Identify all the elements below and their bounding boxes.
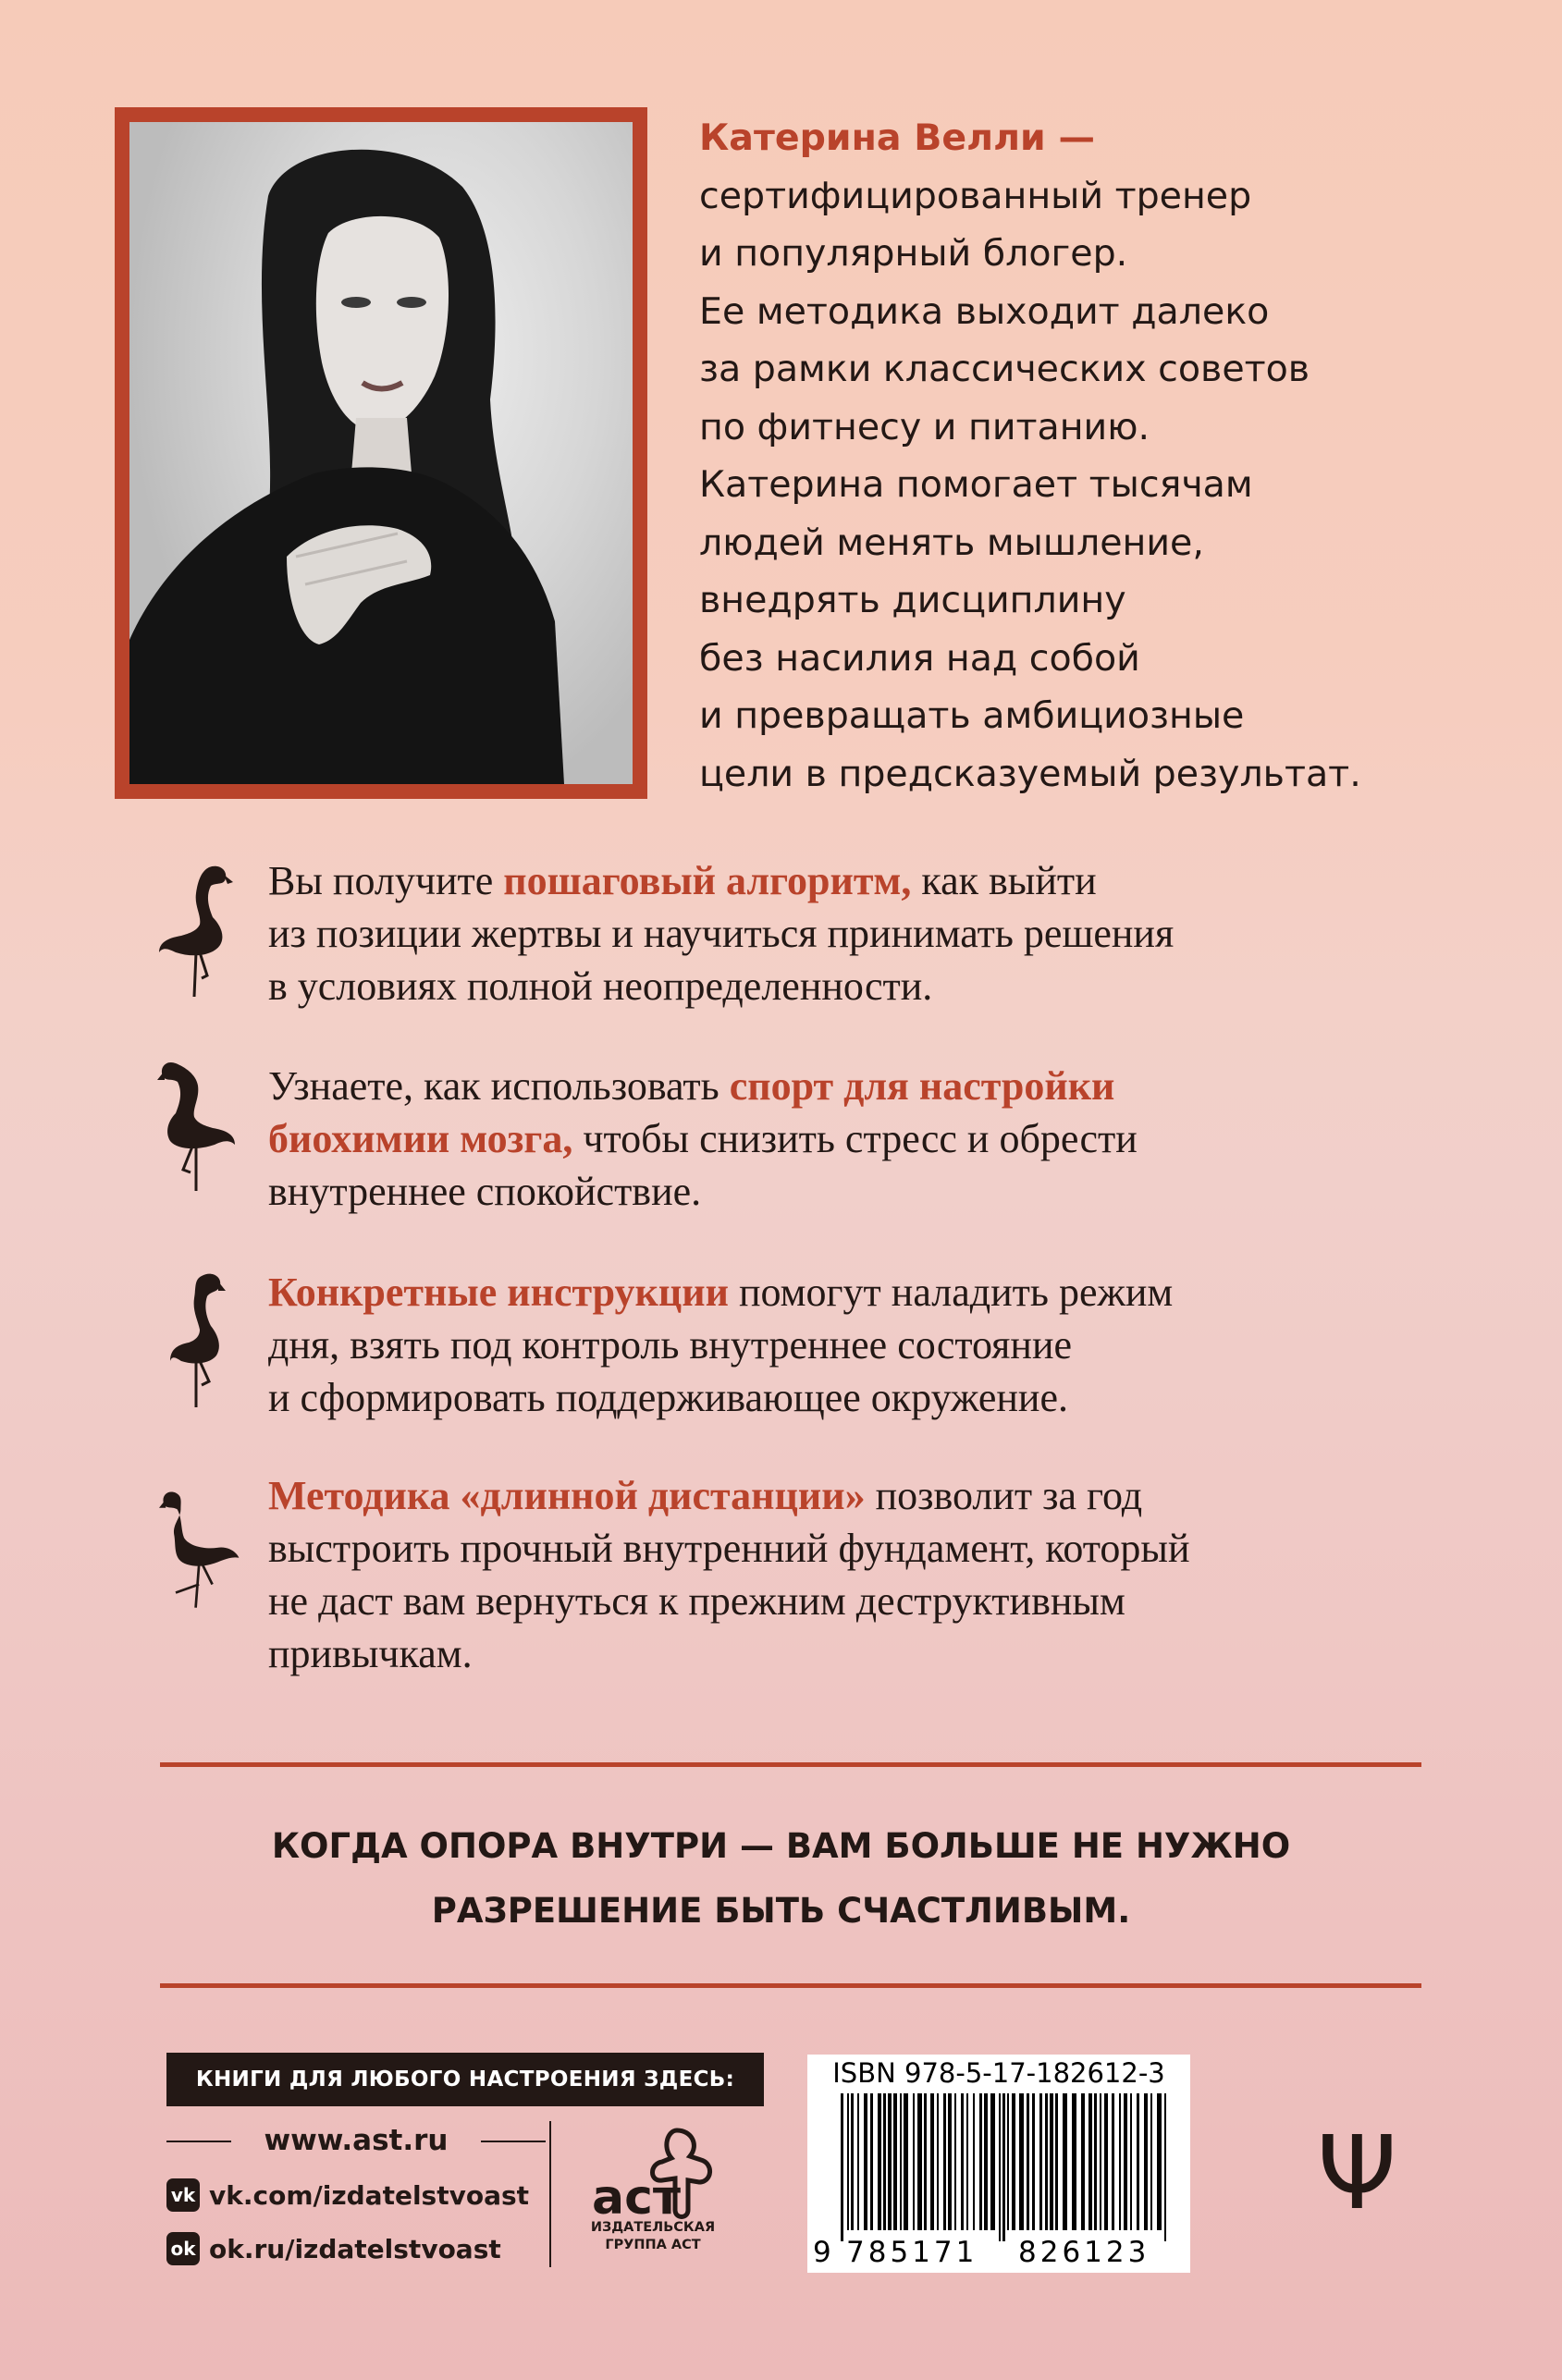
feature-text: дня, взять под контроль внутреннее состояние: [268, 1322, 1073, 1368]
barcode-bar: [973, 2093, 975, 2230]
feature-text: в условиях полной неопределенности.: [268, 963, 933, 1009]
bio-line: внедрять дисциплину: [699, 579, 1126, 621]
barcode-bar: [900, 2093, 902, 2230]
barcode-bar: [1144, 2093, 1148, 2230]
feature-highlight: спорт для настройки: [729, 1063, 1115, 1109]
barcode-bar: [1050, 2093, 1053, 2230]
author-photo: [129, 122, 633, 784]
vk-icon: vk: [166, 2178, 200, 2212]
barcode-bar: [1039, 2093, 1042, 2230]
barcode-bar: [904, 2093, 908, 2230]
bio-line: и популярный блогер.: [699, 232, 1128, 275]
isbn-barcode: [807, 2055, 1190, 2273]
barcode-bar: [1164, 2093, 1166, 2241]
publisher-line-2: ГРУППА АСТ: [605, 2238, 701, 2252]
ast-logo-text: аст: [592, 2170, 682, 2226]
slogan-line-1: КОГДА ОПОРА ВНУТРИ — ВАМ БОЛЬШЕ НЕ НУЖНО: [271, 1826, 1291, 1866]
feature-text: не даст вам вернуться к прежним деструктивным: [268, 1578, 1125, 1624]
barcode-bars: [817, 2093, 1181, 2241]
bio-line: Катерина помогает тысячам: [699, 463, 1253, 506]
slogan: [0, 1814, 1562, 1944]
author-portrait-illustration: [129, 122, 633, 784]
barcode-bar: [1002, 2093, 1005, 2241]
divider-top: [160, 1762, 1421, 1767]
barcode-bar: [1081, 2093, 1085, 2230]
feature-highlight: пошаговый алгоритм,: [503, 858, 912, 903]
barcode-digit-prefix: 9: [813, 2236, 831, 2269]
barcode-bar: [924, 2093, 927, 2230]
barcode-bar: [1072, 2093, 1076, 2230]
barcode-bar: [851, 2093, 854, 2230]
feature-text: выстроить прочный внутренний фундамент, который: [268, 1526, 1190, 1571]
ok-icon: ok: [166, 2232, 200, 2265]
vk-link-text[interactable]: vk.com/izdatelstvoast: [209, 2180, 530, 2211]
flamingo-icon: [155, 860, 239, 999]
bio-line: сертифицированный тренер: [699, 174, 1252, 217]
barcode-bar: [1130, 2093, 1132, 2230]
barcode-bar: [913, 2093, 915, 2230]
feature-highlight: Конкретные инструкции: [268, 1270, 729, 1315]
barcode-bar: [961, 2093, 964, 2230]
barcode-bar: [917, 2093, 922, 2230]
barcode-bar: [1027, 2093, 1029, 2230]
isbn-number: ISBN 978-5-17-182612-3: [832, 2057, 1165, 2089]
flamingo-icon: [155, 1054, 239, 1193]
barcode-bar: [878, 2093, 881, 2230]
barcode-bar: [930, 2093, 934, 2230]
barcode-bar: [1094, 2093, 1097, 2230]
author-name: Катерина Велли —: [699, 117, 1095, 159]
site-dash-left: [166, 2141, 231, 2142]
barcode-bar: [984, 2093, 988, 2230]
bio-line: по фитнесу и питанию.: [699, 405, 1150, 448]
site-dash-right: [481, 2141, 546, 2142]
feature-text: и сформировать поддерживающее окружение.: [268, 1375, 1068, 1420]
feature-text: чтобы снизить стресс и обрести: [572, 1116, 1138, 1161]
barcode-bar: [864, 2093, 867, 2230]
barcode-bar: [1124, 2093, 1127, 2230]
barcode-bar: [1055, 2093, 1058, 2230]
feature-text: позволит за год: [865, 1473, 1143, 1518]
publisher-name: [560, 2219, 745, 2254]
slogan-line-2: РАЗРЕШЕНИЕ БЫТЬ СЧАСТЛИВЫМ.: [431, 1891, 1131, 1931]
barcode-digits-left: 785171: [846, 2236, 978, 2269]
flamingo-icon: [159, 1478, 242, 1616]
barcode-bar: [841, 2093, 843, 2241]
barcode-bar: [1157, 2093, 1162, 2230]
barcode-bar: [1119, 2093, 1121, 2230]
barcode-bar: [1088, 2093, 1092, 2230]
ok-link-text[interactable]: ok.ru/izdatelstvoast: [209, 2234, 501, 2264]
barcode-bar: [948, 2093, 952, 2230]
barcode-bar: [1063, 2093, 1067, 2230]
feature-text: из позиции жертвы и научиться принимать решения: [268, 911, 1175, 956]
bio-line: без насилия над собой: [699, 636, 1140, 680]
barcode-digits-right: 826123: [1018, 2236, 1150, 2269]
feature-4: [268, 1469, 1470, 1680]
barcode-bar: [1137, 2093, 1139, 2230]
barcode-bar: [1012, 2093, 1015, 2230]
barcode-bar: [1019, 2093, 1024, 2230]
barcode-bar: [990, 2093, 995, 2230]
feature-1: [268, 854, 1470, 1012]
divider-bottom: [160, 1983, 1421, 1988]
bio-line: людей менять мышление,: [699, 521, 1204, 564]
ok-link[interactable]: [166, 2227, 555, 2273]
barcode-bar: [999, 2093, 1001, 2241]
barcode-bar: [966, 2093, 968, 2230]
author-bio: [699, 109, 1531, 803]
barcode-bar: [893, 2093, 897, 2230]
barcode-bar: [943, 2093, 946, 2230]
barcode-bar: [979, 2093, 982, 2230]
barcode-bar: [870, 2093, 873, 2230]
feature-text: внутреннее спокойствие.: [268, 1169, 702, 1214]
feature-highlight: Методика «длинной дистанции»: [268, 1473, 866, 1518]
barcode-bar: [1104, 2093, 1108, 2230]
barcode-bar: [1100, 2093, 1101, 2230]
author-photo-frame: [115, 107, 647, 799]
feature-text: как выйти: [911, 858, 1097, 903]
bio-line: цели в предсказуемый результат.: [699, 752, 1361, 795]
feature-3: [268, 1266, 1470, 1424]
bio-line: за рамки классических советов: [699, 348, 1310, 390]
barcode-bar: [883, 2093, 886, 2230]
feature-text: Вы получите: [268, 858, 504, 903]
publisher-psi-symbol: Ψ: [1317, 2114, 1397, 2232]
feature-text: помогут наладить режим: [728, 1270, 1174, 1315]
barcode-bar: [1112, 2093, 1114, 2230]
barcode-bar: [954, 2093, 956, 2230]
feature-text: Узнаете, как использовать: [268, 1063, 730, 1109]
flamingo-icon: [165, 1269, 248, 1407]
footer-divider: [549, 2121, 551, 2267]
books-banner: КНИГИ ДЛЯ ЛЮБОГО НАСТРОЕНИЯ ЗДЕСЬ:: [166, 2053, 764, 2106]
vk-link[interactable]: [166, 2173, 555, 2219]
barcode-bar: [888, 2093, 892, 2230]
bio-line: и превращать амбициозные: [699, 694, 1245, 737]
bio-line: Ее методика выходит далеко: [699, 289, 1270, 333]
barcode-bar: [1045, 2093, 1048, 2230]
feature-text: привычкам.: [268, 1631, 473, 1676]
barcode-bar: [857, 2093, 859, 2230]
site-link-row[interactable]: [166, 2117, 546, 2164]
barcode-bar: [937, 2093, 939, 2230]
barcode-bar: [1032, 2093, 1035, 2230]
barcode-bar: [847, 2093, 849, 2230]
barcode-bar: [1007, 2093, 1009, 2230]
feature-highlight: биохимии мозга,: [268, 1116, 573, 1161]
barcode-bar: [1150, 2093, 1152, 2230]
feature-2: [268, 1060, 1470, 1218]
publisher-line-1: ИЗДАТЕЛЬСКАЯ: [590, 2220, 716, 2235]
site-link[interactable]: www.ast.ru: [264, 2124, 449, 2157]
